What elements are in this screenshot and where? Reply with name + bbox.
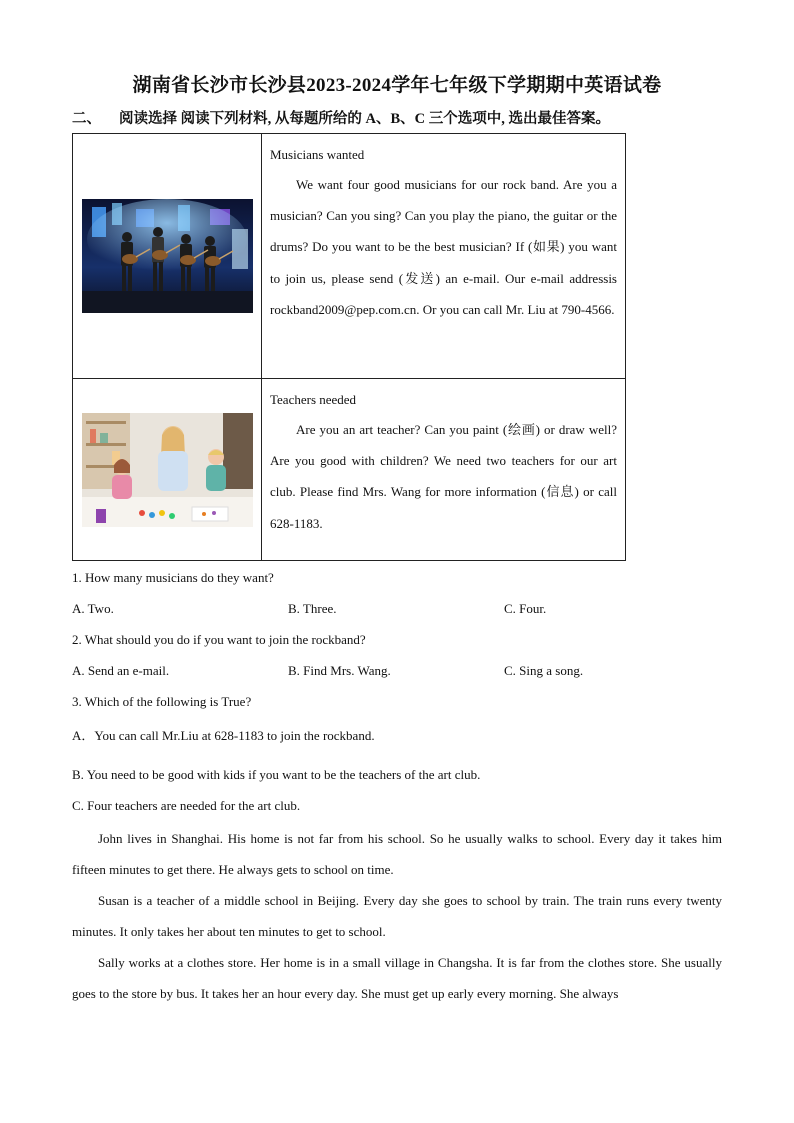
answer-option: B. Find Mrs. Wang. (288, 663, 391, 678)
ad-heading: Teachers needed (270, 392, 357, 407)
question-stem: 2. What should you do if you want to join the rockband? (72, 632, 366, 647)
answer-option: B. Three. (288, 601, 337, 616)
section-number: 二、 (72, 111, 101, 127)
ad-text-cell (262, 379, 626, 561)
ad-body: We want four good musicians for our rock band. Are you a musician? Can you sing? Can you play the piano, the guitar or the drums? Do you want to be the best musician? If (如果) you want to join us, please send (发送) an e-mail. Our e-mail addressis rockband2009@pep.com.cn. Or you can call Mr. Liu at 790-4566. (270, 177, 617, 317)
question-stem: 1. How many musicians do they want? (72, 570, 274, 585)
section-header (72, 107, 610, 128)
answer-option: A. Two. (72, 601, 114, 616)
answer-option: C. Four teachers are needed for the art club. (72, 798, 301, 813)
answer-option: C. Four. (504, 601, 547, 616)
passage-paragraph: Sally works at a clothes store. Her home is in a small village in Changsha. It is far from the clothes store. She usually goes to the store by bus. It takes her an hour every day. She must get up early every morning. She always (72, 955, 722, 1002)
ad-row-musicians (73, 134, 626, 379)
ad-row-teachers (73, 379, 626, 561)
ad-heading: Musicians wanted (270, 147, 365, 162)
rock-band-photo (82, 199, 253, 313)
question-stem: 3. Which of the following is True? (72, 694, 252, 709)
answer-option: B. You need to be good with kids if you want to be the teachers of the art club. (72, 767, 481, 782)
ad-body: Are you an art teacher? Can you paint (绘画) or draw well? Are you good with children? We need two teachers for our art club. Please find Mrs. Wang for more information (信息) or call 628-1183. (270, 422, 617, 531)
section-instructions: 阅读选择 阅读下列材料, 从每题所给的 A、B、C 三个选项中, 选出最佳答案。 (119, 111, 610, 127)
art-class-photo (82, 413, 253, 527)
answer-option: C. Sing a song. (504, 663, 584, 678)
answer-option: A．You can call Mr.Liu at 628-1183 to join the rockband. (72, 728, 375, 743)
passage-paragraph: Susan is a teacher of a middle school in Beijing. Every day she goes to school by train. The train runs every twenty minutes. It only takes her about ten minutes to get to school. (72, 893, 722, 940)
ads-table (72, 133, 626, 561)
answer-option: A. Send an e-mail. (72, 663, 170, 678)
page-title: 湖南省长沙市长沙县2023-2024学年七年级下学期期中英语试卷 (132, 75, 662, 96)
passage-paragraph: John lives in Shanghai. His home is not far from his school. So he usually walks to school. Every day it takes him fifteen minutes to get there. He always gets to school on time. (72, 831, 722, 878)
ad-text-cell (262, 134, 626, 379)
ad-image-cell (73, 134, 262, 379)
ad-image-cell (73, 379, 262, 561)
